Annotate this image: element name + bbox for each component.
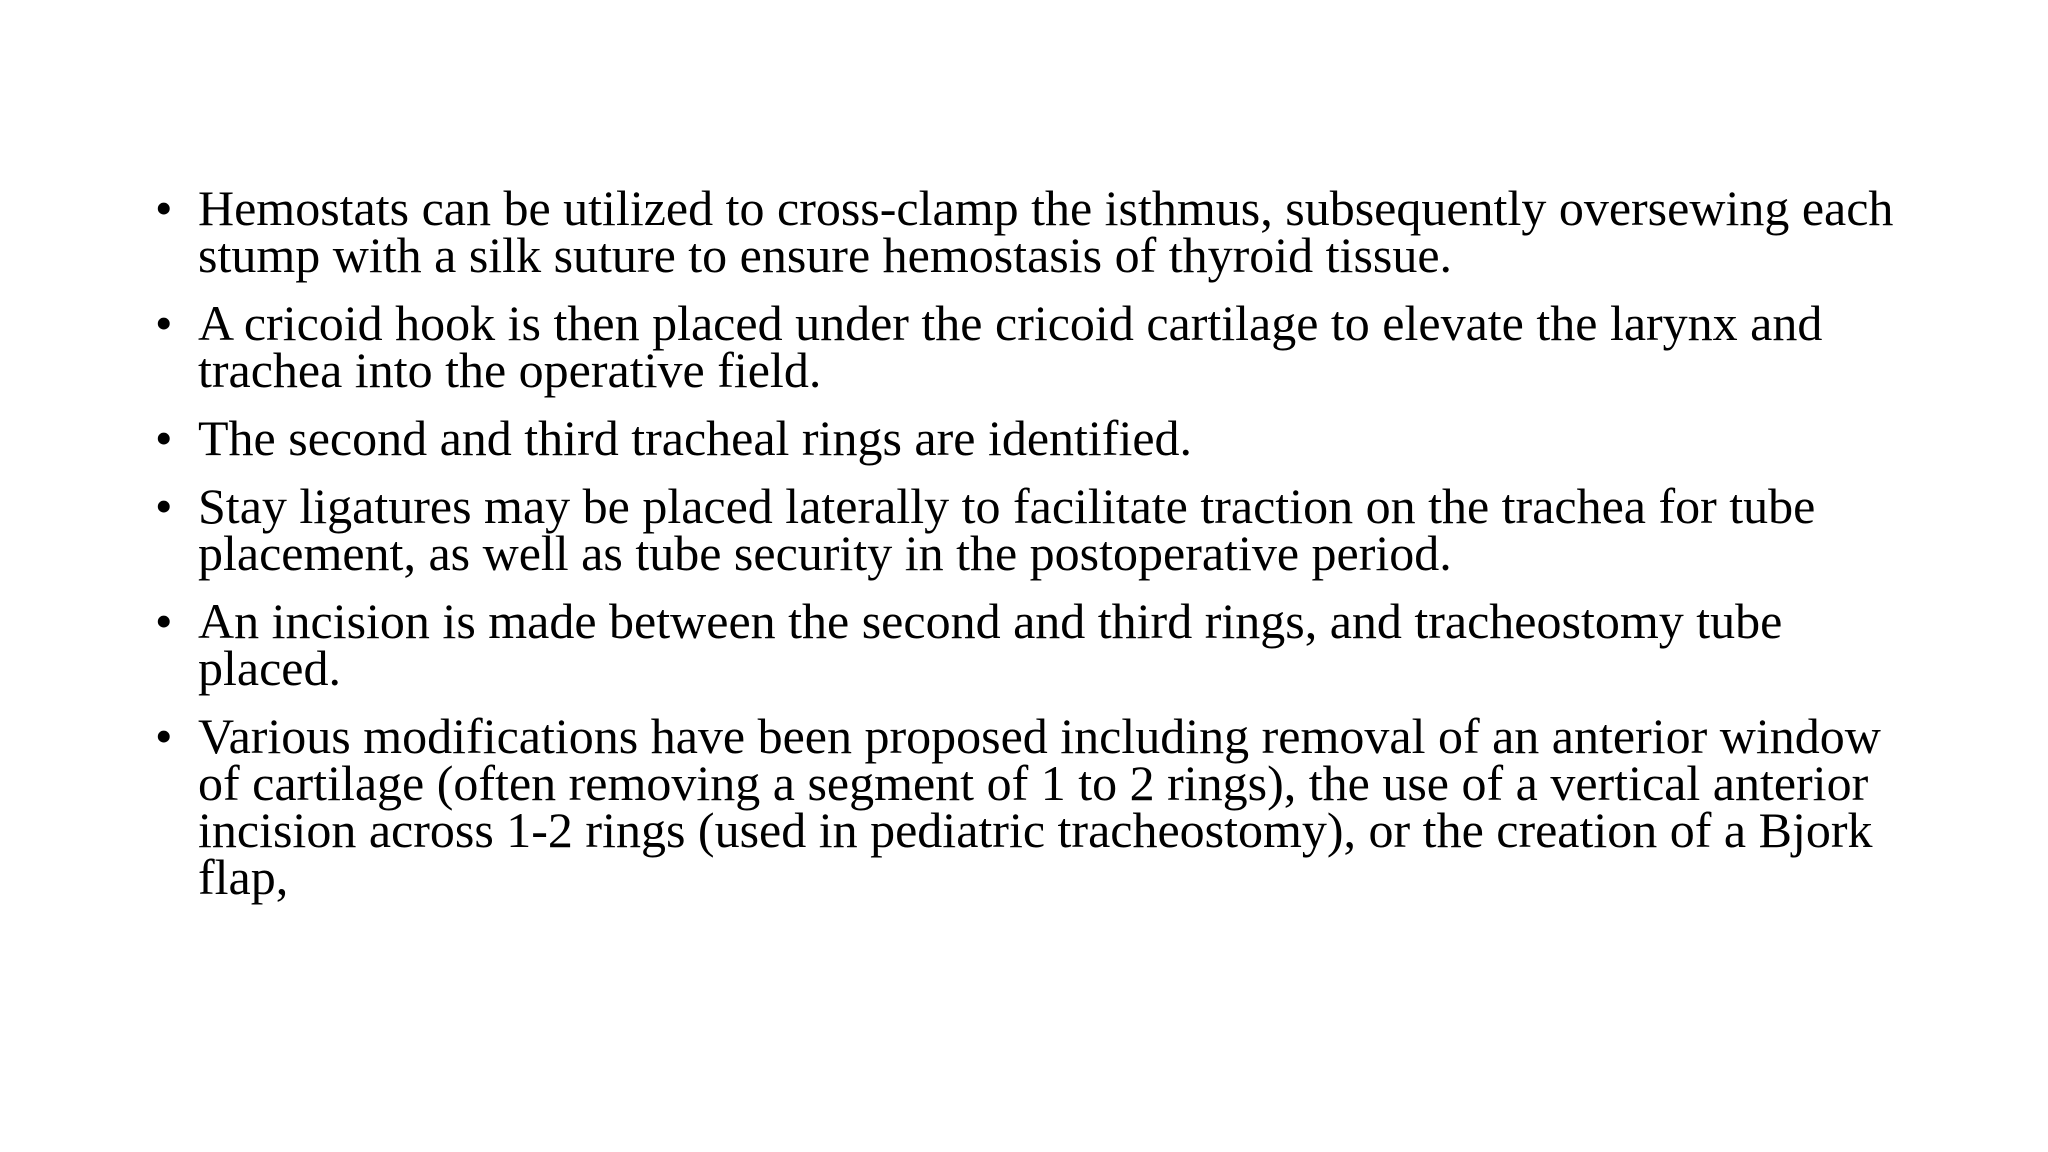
bullet-icon: • (155, 295, 173, 351)
bullet-text: A cricoid hook is then placed under the cricoid cartilage to elevate the larynx and trachea into the operative field. (198, 295, 1823, 398)
bullet-icon: • (155, 478, 173, 534)
bullet-icon: • (155, 410, 173, 466)
bullet-item (155, 708, 1915, 905)
bullet-text: Various modifications have been proposed including removal of an anterior window of cartilage (often removing a segment of 1 to 2 rings), the use of a vertical anterior incision across 1-2 rings (used in pediatric tracheostomy), or the creation of a Bjork flap, (198, 708, 1881, 905)
bullet-icon: • (155, 180, 173, 236)
bullet-item (155, 478, 1915, 581)
bullet-text: The second and third tracheal rings are identified. (198, 410, 1193, 466)
bullet-item (155, 593, 1915, 696)
bullet-icon: • (155, 708, 173, 764)
bullet-item (155, 410, 1915, 466)
bullet-text: Hemostats can be utilized to cross-clamp the isthmus, subsequently oversewing each stump with a silk suture to ensure hemostasis of thyroid tissue. (198, 180, 1894, 283)
bullet-list (155, 180, 1915, 922)
bullet-item (155, 295, 1915, 398)
bullet-icon: • (155, 593, 173, 649)
bullet-item (155, 180, 1915, 283)
bullet-text: Stay ligatures may be placed laterally to facilitate traction on the trachea for tube placement, as well as tube security in the postoperative period. (198, 478, 1816, 581)
bullet-text: An incision is made between the second and third rings, and tracheostomy tube placed. (198, 593, 1783, 696)
